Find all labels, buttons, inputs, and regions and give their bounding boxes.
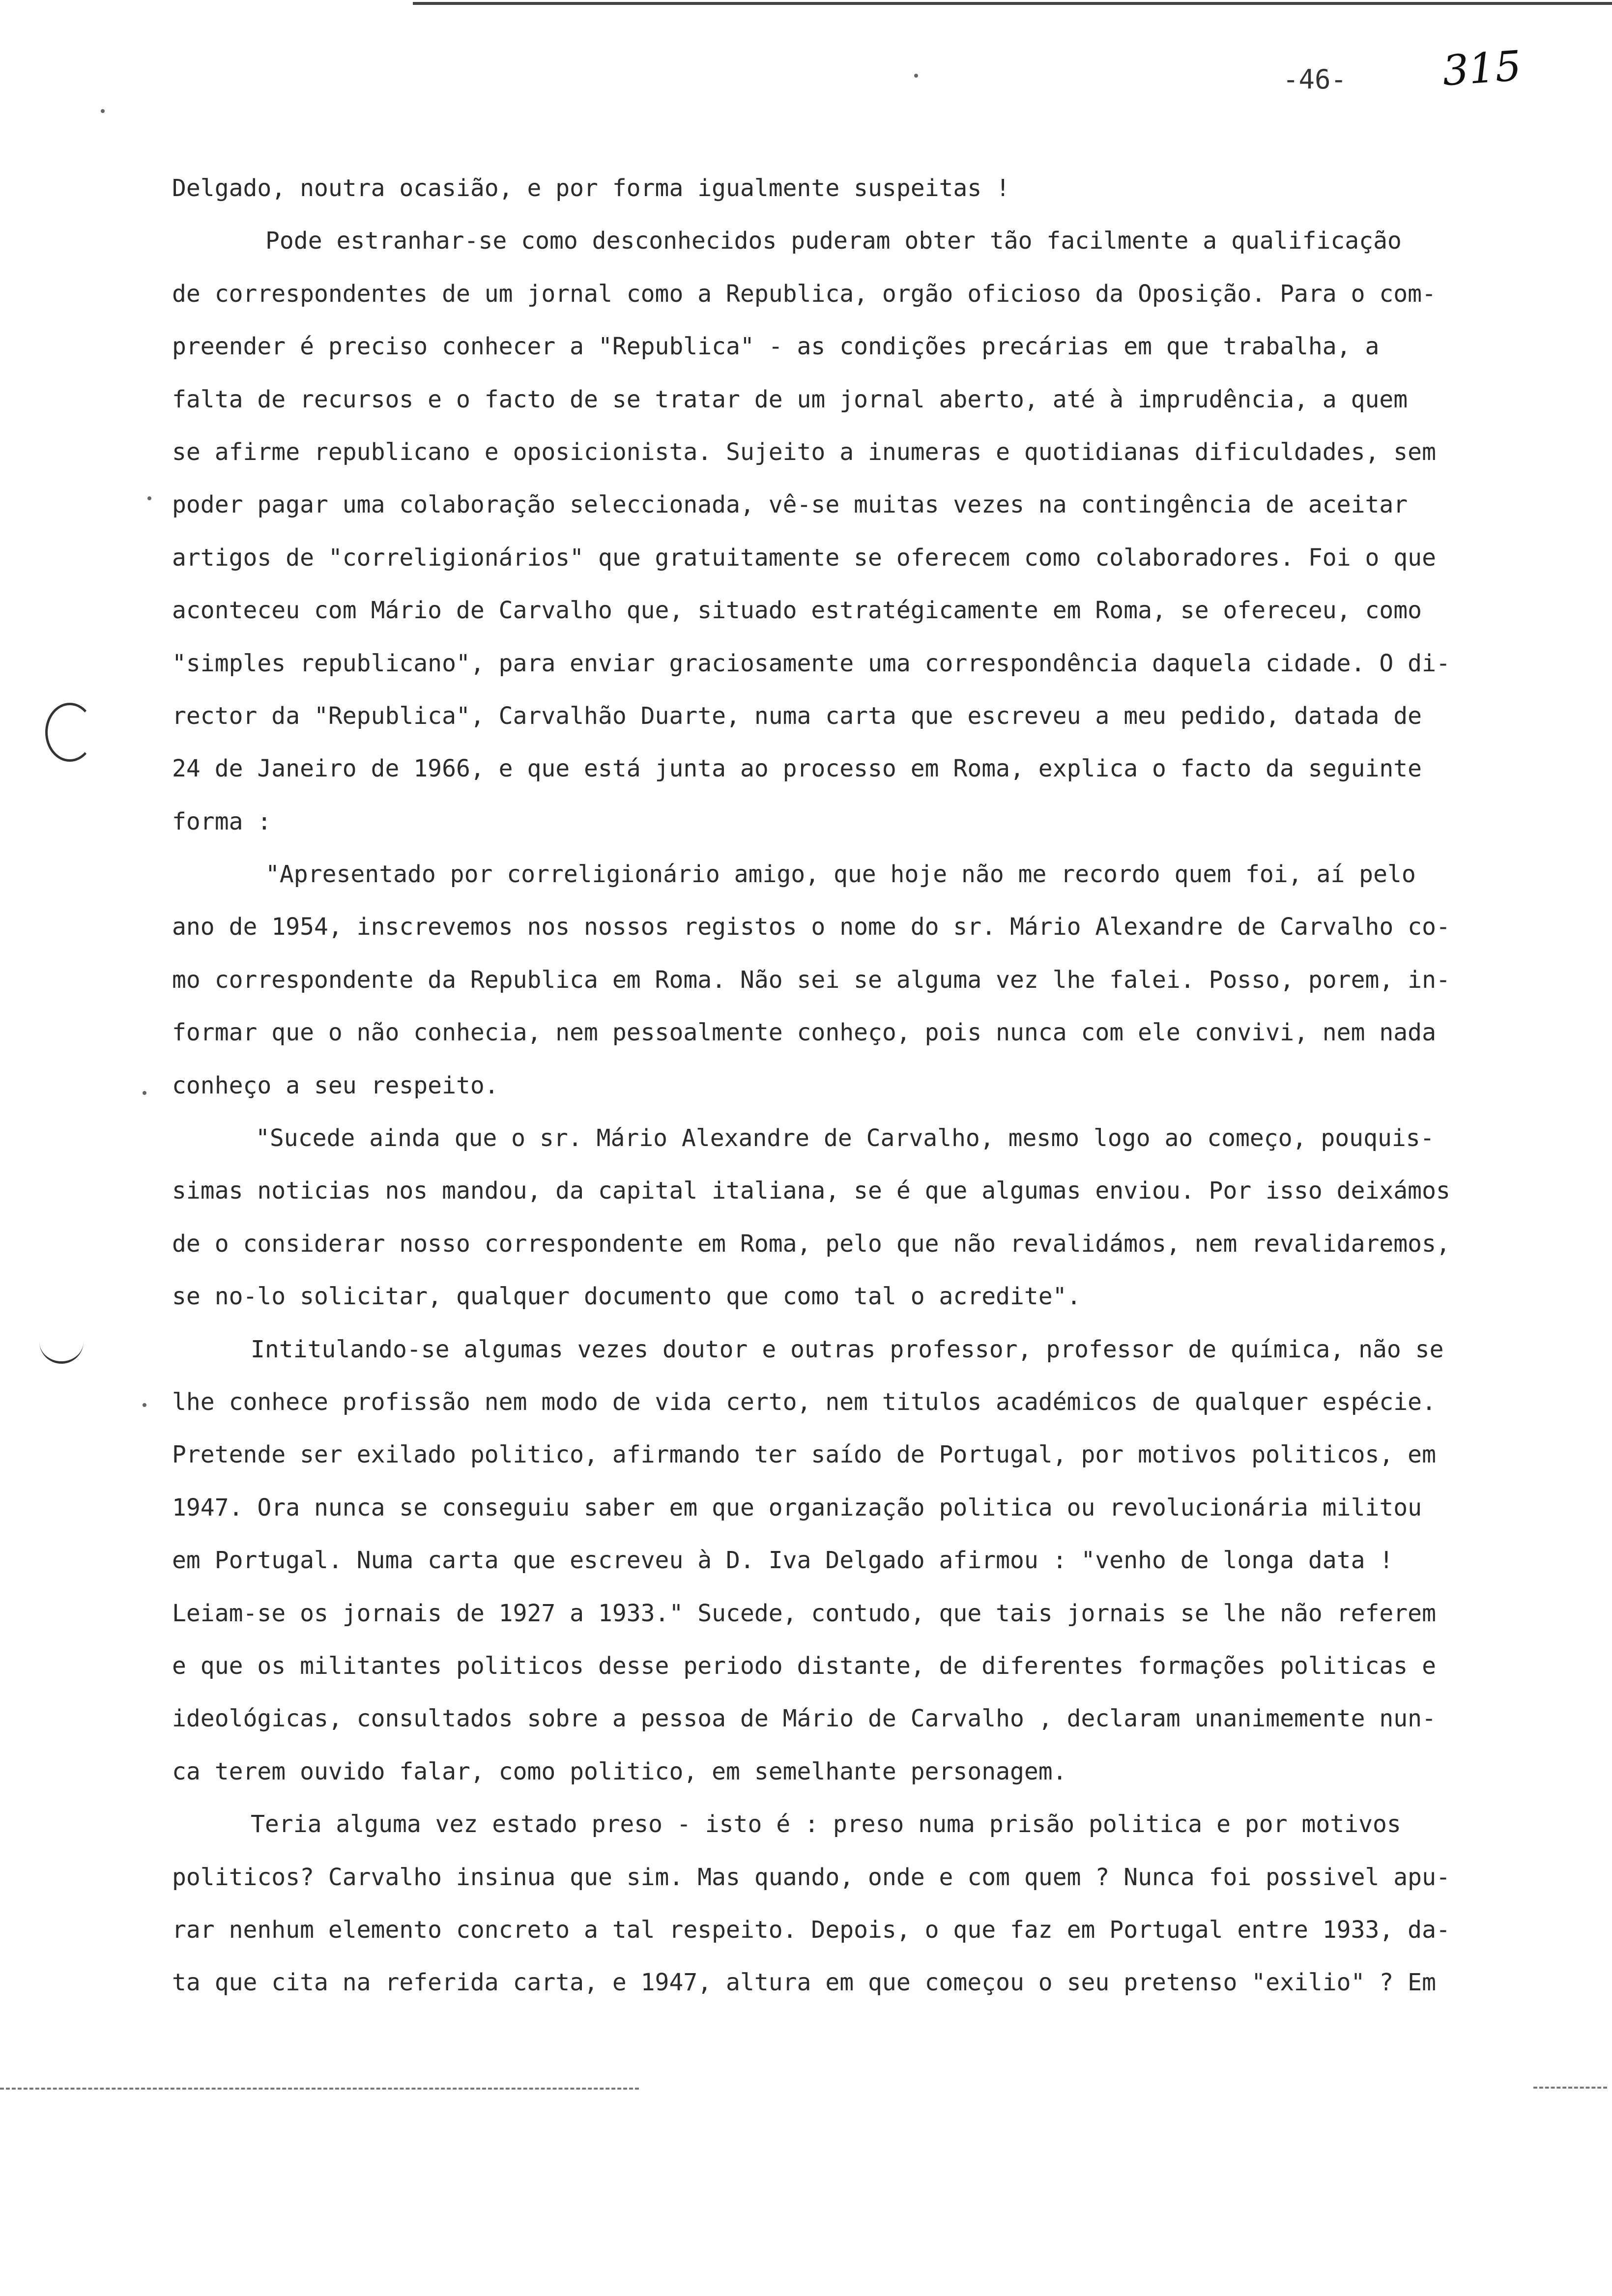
typed-text-body	[172, 162, 1587, 2009]
text-line: forma :	[172, 807, 272, 835]
text-line: e que os militantes politicos desse periodo distante, de diferentes formações politicas e	[172, 1652, 1436, 1680]
text-line: de o considerar nosso correspondente em Roma, pelo que não revalidámos, nem revalidaremos,	[172, 1230, 1450, 1258]
text-line: "simples republicano", para enviar graciosamente uma correspondência daquela cidade. O di-	[172, 649, 1450, 677]
text-line: formar que o não conhecia, nem pessoalmente conheço, pois nunca com ele convivi, nem nada	[172, 1019, 1436, 1047]
speck-mark	[147, 496, 151, 500]
text-line: se no-lo solicitar, qualquer documento que como tal o acredite".	[172, 1283, 1081, 1311]
page-number: -46-	[1283, 64, 1347, 95]
text-line: 24 de Janeiro de 1966, e que está junta ao processo em Roma, explica o facto da seguinte	[172, 755, 1422, 783]
punch-hole-mark	[45, 703, 94, 762]
bottom-rule	[0, 2088, 639, 2090]
text-line: Delgado, noutra ocasião, e por forma igualmente suspeitas !	[172, 174, 1010, 202]
text-line: ta que cita na referida carta, e 1947, altura em que começou o seu pretenso "exilio" ? Em	[172, 1969, 1436, 1997]
text-line: simas noticias nos mandou, da capital italiana, se é que algumas enviou. Por isso deixámos	[172, 1177, 1450, 1205]
speck-mark	[143, 1403, 146, 1407]
text-line: em Portugal. Numa carta que escreveu à D. Iva Delgado afirmou : "venho de longa data !	[172, 1547, 1394, 1575]
paragraph-start-line: Intitulando-se algumas vezes doutor e outras professor, professor de química, não se	[251, 1335, 1444, 1363]
handwritten-folio-number: 315	[1440, 41, 1523, 95]
speck-mark	[143, 1091, 146, 1095]
punch-hole-mark	[39, 1327, 84, 1364]
text-line: Pretende ser exilado politico, afirmando ter saído de Portugal, por motivos politicos, em	[172, 1441, 1436, 1469]
quotation-start-line: "Sucede ainda que o sr. Mário Alexandre de Carvalho, mesmo logo ao começo, pouquis-	[256, 1124, 1435, 1152]
text-line: rar nenhum elemento concreto a tal respeito. Depois, o que faz em Portugal entre 1933, da-	[172, 1916, 1450, 1944]
top-rule	[413, 2, 1612, 5]
text-line: se afirme republicano e oposicionista. Sujeito a inumeras e quotidianas dificuldades, sem	[172, 438, 1436, 466]
text-line: conheço a seu respeito.	[172, 1071, 499, 1099]
text-line: politicos? Carvalho insinua que sim. Mas quando, onde e com quem ? Nunca foi possivel apu-	[172, 1863, 1450, 1891]
text-line: ca terem ouvido falar, como politico, em semelhante personagem.	[172, 1757, 1067, 1785]
quotation-start-line: "Apresentado por correligionário amigo, que hoje não me recordo quem foi, aí pelo	[265, 861, 1416, 889]
paragraph-start-line: Pode estranhar-se como desconhecidos puderam obter tão facilmente a qualificação	[265, 227, 1402, 255]
text-line: artigos de "correligionários" que gratuitamente se oferecem como colaboradores. Foi o que	[172, 544, 1436, 572]
text-line: aconteceu com Mário de Carvalho que, situado estratégicamente em Roma, se ofereceu, como	[172, 597, 1422, 625]
text-line: ano de 1954, inscrevemos nos nossos registos o nome do sr. Mário Alexandre de Carvalho co-	[172, 913, 1450, 941]
text-line: rector da "Republica", Carvalhão Duarte, numa carta que escreveu a meu pedido, datada de	[172, 702, 1422, 730]
text-line: falta de recursos e o facto de se tratar de um jornal aberto, até à imprudência, a quem	[172, 385, 1408, 413]
paragraph-start-line: Teria alguma vez estado preso - isto é : preso numa prisão politica e por motivos	[251, 1810, 1401, 1838]
speck-mark	[914, 74, 918, 78]
text-line: mo correspondente da Republica em Roma. Não sei se alguma vez lhe falei. Posso, porem, in-	[172, 966, 1450, 994]
text-line: 1947. Ora nunca se conseguiu saber em que organização politica ou revolucionária militou	[172, 1493, 1422, 1521]
text-line: ideológicas, consultados sobre a pessoa de Mário de Carvalho , declaram unanimemente nun-	[172, 1705, 1436, 1733]
text-line: de correspondentes de um jornal como a Republica, orgão oficioso da Oposição. Para o com-	[172, 280, 1436, 308]
speck-mark	[101, 109, 105, 113]
text-line: Leiam-se os jornais de 1927 a 1933." Sucede, contudo, que tais jornais se lhe não referem	[172, 1599, 1436, 1627]
text-line: preender é preciso conhecer a "Republica" - as condições precárias em que trabalha, a	[172, 333, 1380, 361]
bottom-rule	[1533, 2087, 1607, 2089]
text-line: poder pagar uma colaboração seleccionada, vê-se muitas vezes na contingência de aceitar	[172, 491, 1408, 519]
text-line: lhe conhece profissão nem modo de vida certo, nem titulos académicos de qualquer espécie.	[172, 1388, 1436, 1416]
